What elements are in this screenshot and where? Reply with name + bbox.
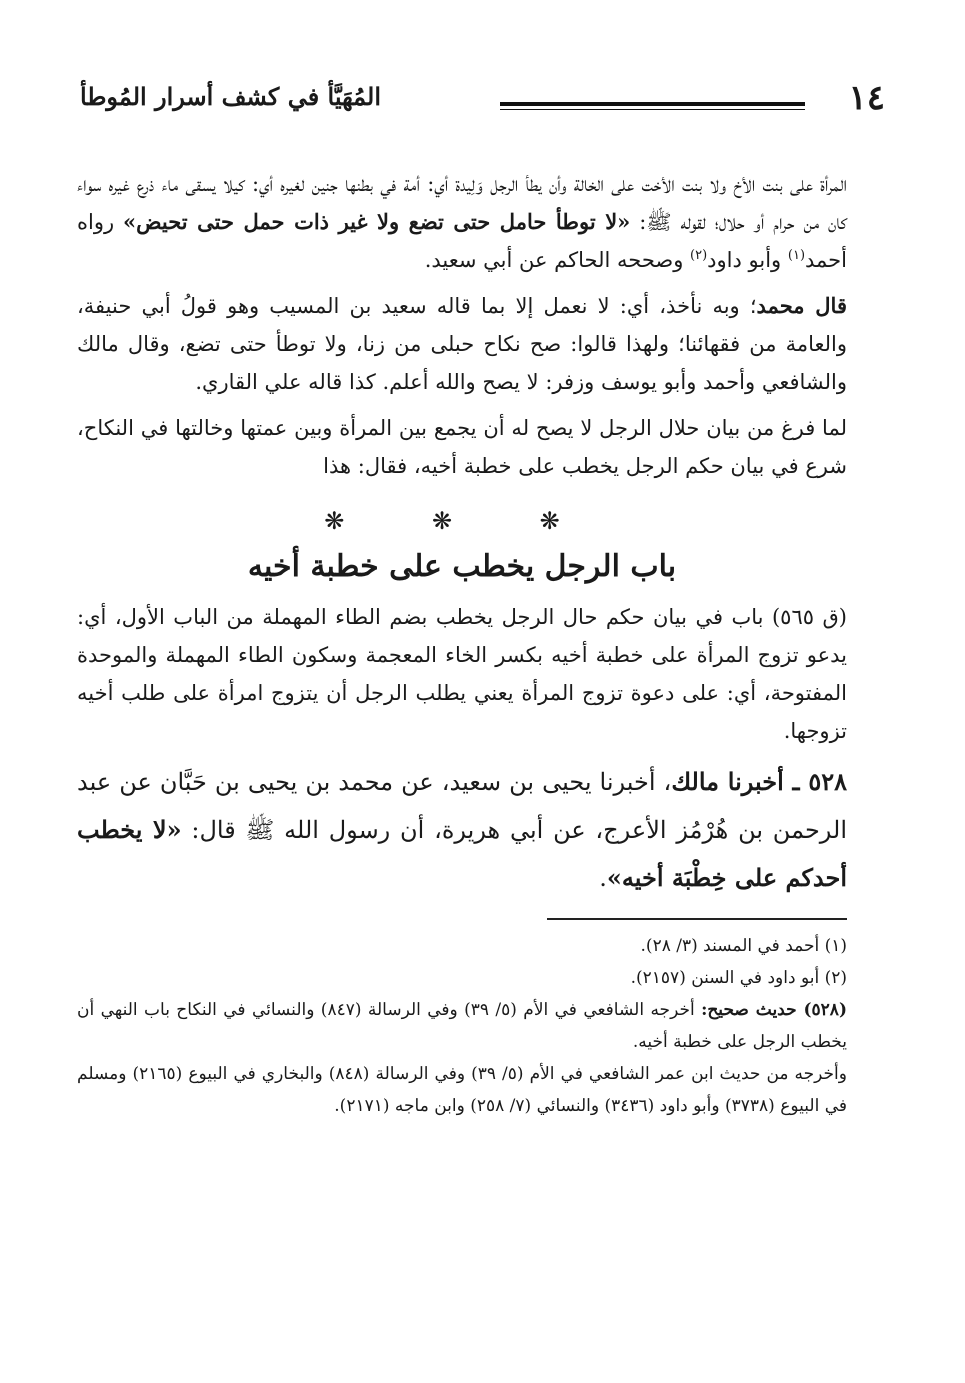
hadith-528-lead: ٥٢٨ ـ أخبرنا مالك (671, 767, 847, 796)
page-header (80, 72, 885, 132)
paragraph-1-rest: وأبو داود (707, 248, 788, 272)
footnote-528-lead: (٥٢٨) حديث صحيح: (701, 1000, 847, 1020)
footnote-ref-2[interactable]: (٢) (690, 248, 708, 263)
header-rule (500, 102, 805, 110)
hadith-528-text: ، أخبرنا يحيى بن سعيد، عن محمد بن يحيى بن حَبَّان عن عبد الرحمن بن هُرْمُز الأعرج، عن أبي هريرة، أن رسول الله ﷺ قال: (77, 768, 848, 844)
paragraph-3 (77, 409, 847, 485)
paragraph-4 (77, 598, 847, 750)
footnote-ref-1[interactable]: (١) (787, 248, 806, 263)
hadith-528-quote: «لا يخطب أحدكم على خِطْبَة أخيه» (77, 815, 847, 892)
paragraph-4-text: (ق ٥٦٥) باب في بيان حكم حال الرجل يخطب بضم الطاء المهملة من الباب الأول، أي: يدعو تزوج المرأة على خطبة أخيه بكسر الخاء المعجمة وسكون الطاء المهملة والموحدة المفتوحة، أي: على دعوة تزوج المرأة يعني يطلب الرجل أن يتزوج امرأة على طلب أخيه تزوجها. (77, 605, 847, 743)
hadith-528-end: . (599, 864, 607, 892)
paragraph-1-text: المرأة على بنت الأخ ولا بنت الأخت على الخالة وأن يطأ الرجل وَلِيدة أي: أمة في بطنها جنين لغيره أي: كيلا يسقى ماء ذرع غيره سواء كان من حرام أو حلال؛ لقوله ﷺ: (77, 172, 848, 234)
paragraph-3-text: لما فرغ من بيان حلال الرجل لا يصح له أن يجمع بين المرأة وبين عمتها وخالتها في النكاح، شرع في بيان حكم الرجل يخطب على خطبة أخيه، فقال: هذا (77, 416, 847, 478)
paragraph-2-text: ؛ وبه نأخذ، أي: لا نعمل إلا بما قاله سعيد بن المسيب وهو قولُ أبي حنيفة، والعامة من فقهائنا؛ ولهذا قالوا: صح نكاح حبلى من زنا، ولا توطأ حتى تضع، وقال مالك والشافعي وأحمد وأبو يوسف وزفر: لا يصح والله أعلم. كذا قاله علي القاري. (77, 294, 847, 394)
paragraph-2-lead: قال محمد (756, 293, 847, 318)
footnote-2: (٢) أبو داود في السنن (٢١٥٧). (630, 968, 847, 988)
footnote-1: (١) أحمد في المسند (٣/ ٢٨). (640, 936, 847, 956)
footnote-528 (77, 994, 847, 1058)
footnote-528-text: أخرجه الشافعي في الأم (٥/ ٣٩) وفي الرسالة (٨٤٧) والنسائي في النكاح باب النهي أن يخطب الرجل على خطبة أخيه. (77, 1000, 847, 1052)
running-title: المُهَيَّأ في كشف أسرار المُوطأ (80, 82, 381, 111)
chapter-title: باب الرجل يخطب على خطبة أخيه (247, 549, 677, 584)
hadith-quote: «لا توطأ حامل حتى تضع ولا غير ذات حمل حتى تحيض» (123, 209, 631, 234)
section-separator: ❋ ❋ ❋ (324, 507, 600, 535)
paragraph-1-rest: رواه أحمد (77, 210, 847, 272)
paragraph-2 (77, 287, 847, 401)
footnote-rule (547, 918, 847, 920)
paragraph-1-rest: وصححه الحاكم عن أبي سعيد. (424, 248, 691, 272)
footnotes (77, 930, 847, 1122)
page-number: ١٤ (848, 78, 885, 118)
footnote-528-continued: وأخرجه من حديث ابن عمر الشافعي في الأم (٥/ ٣٩) وفي الرسالة (٨٤٨) والبخاري في البيوع (٢١٦٥) ومسلم في البيوع (٣٧٣٨) وأبو داود (٣٤٣٦) والنسائي (٧/ ٢٥٨) وابن ماجه (٢١٧١). (77, 1064, 847, 1116)
hadith-528 (77, 758, 847, 902)
paragraph-1 (77, 165, 847, 279)
main-text (77, 165, 847, 1122)
